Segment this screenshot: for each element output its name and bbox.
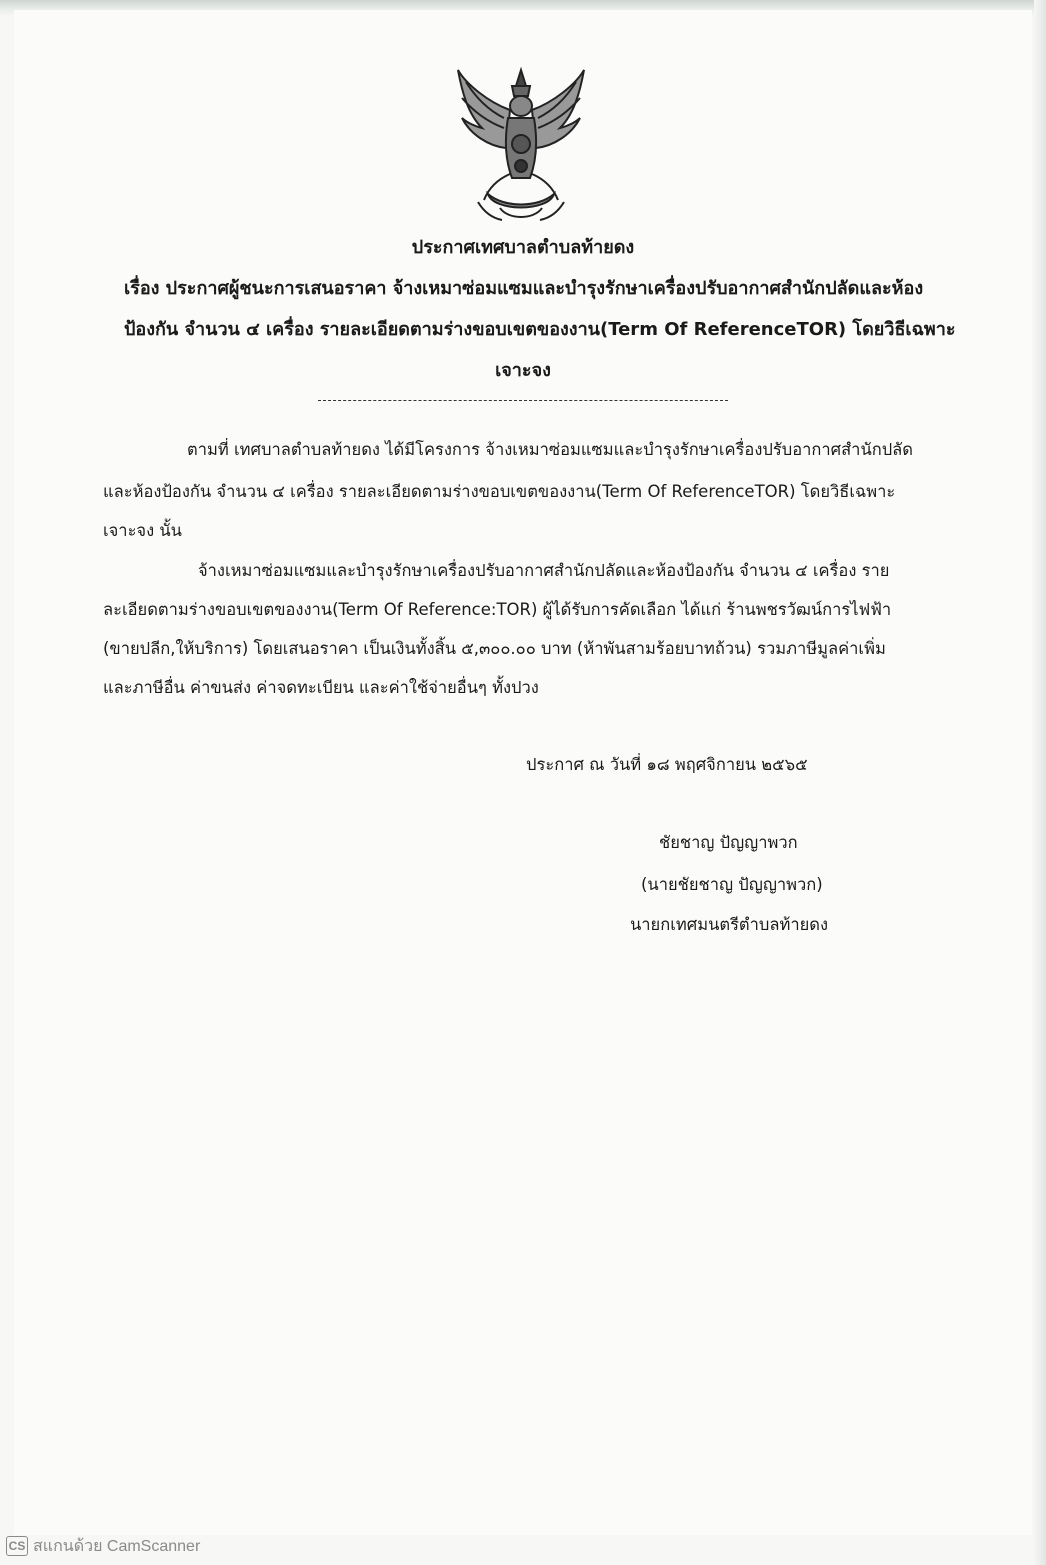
signature-name: ชัยชาญ ปัญญาพวก: [659, 833, 798, 852]
camscanner-text: สแกนด้วย CamScanner: [33, 1537, 201, 1555]
announcement-date: ประกาศ ณ วันที่ ๑๘ พฤศจิกายน ๒๕๖๕: [526, 755, 808, 774]
subject-line-3: เจาะจง: [495, 360, 551, 381]
camscanner-logo-icon: CS: [6, 1536, 28, 1556]
paragraph-1-line-2: และห้องป้องกัน จำนวน ๔ เครื่อง รายละเอียดตามร่างขอบเขตของงาน(Term Of ReferenceTOR) โดยวิธีเฉพาะ: [103, 482, 896, 501]
signatory-printed-name: (นายชัยชาญ ปัญญาพวก): [641, 875, 823, 894]
paragraph-1-line-1: ตามที่ เทศบาลตำบลท้ายดง ได้มีโครงการ จ้างเหมาซ่อมแซมและบำรุงรักษาเครื่องปรับอากาศสำนักปลัด: [187, 440, 914, 459]
subject-line-2: ป้องกัน จำนวน ๔ เครื่อง รายละเอียดตามร่างขอบเขตของงาน(Term Of ReferenceTOR) โดยวิธีเฉพาะ: [124, 319, 956, 340]
paragraph-2-line-3: (ขายปลีก,ให้บริการ) โดยเสนอราคา เป็นเงินทั้งสิ้น ๕,๓๐๐.๐๐ บาท (ห้าพันสามร้อยบาทถ้วน) รวมภาษีมูลค่าเพิ่ม: [103, 639, 886, 658]
subject-line-1: เรื่อง ประกาศผู้ชนะการเสนอราคา จ้างเหมาซ่อมแซมและบำรุงรักษาเครื่องปรับอากาศสำนักปลัดและห้อง: [124, 278, 924, 299]
paragraph-2-line-1: จ้างเหมาซ่อมแซมและบำรุงรักษาเครื่องปรับอากาศสำนักปลัดและห้องป้องกัน จำนวน ๔ เครื่อง ราย: [198, 561, 890, 580]
paragraph-2-line-2: ละเอียดตามร่างขอบเขตของงาน(Term Of Reference:TOR) ผู้ได้รับการคัดเลือก ได้แก่ ร้านพชรวัฒน์การไฟฟ้า: [103, 600, 892, 619]
document-title: ประกาศเทศบาลตำบลท้ายดง: [411, 237, 635, 258]
paragraph-1-line-3: เจาะจง นั้น: [103, 521, 182, 540]
signatory-position: นายกเทศมนตรีตำบลท้ายดง: [630, 915, 829, 934]
paragraph-2-line-4: และภาษีอื่น ค่าขนส่ง ค่าจดทะเบียน และค่าใช้จ่ายอื่นๆ ทั้งปวง: [103, 678, 539, 697]
camscanner-watermark: [6, 1535, 200, 1557]
divider: [318, 400, 728, 401]
garuda-emblem-icon: [448, 62, 594, 226]
